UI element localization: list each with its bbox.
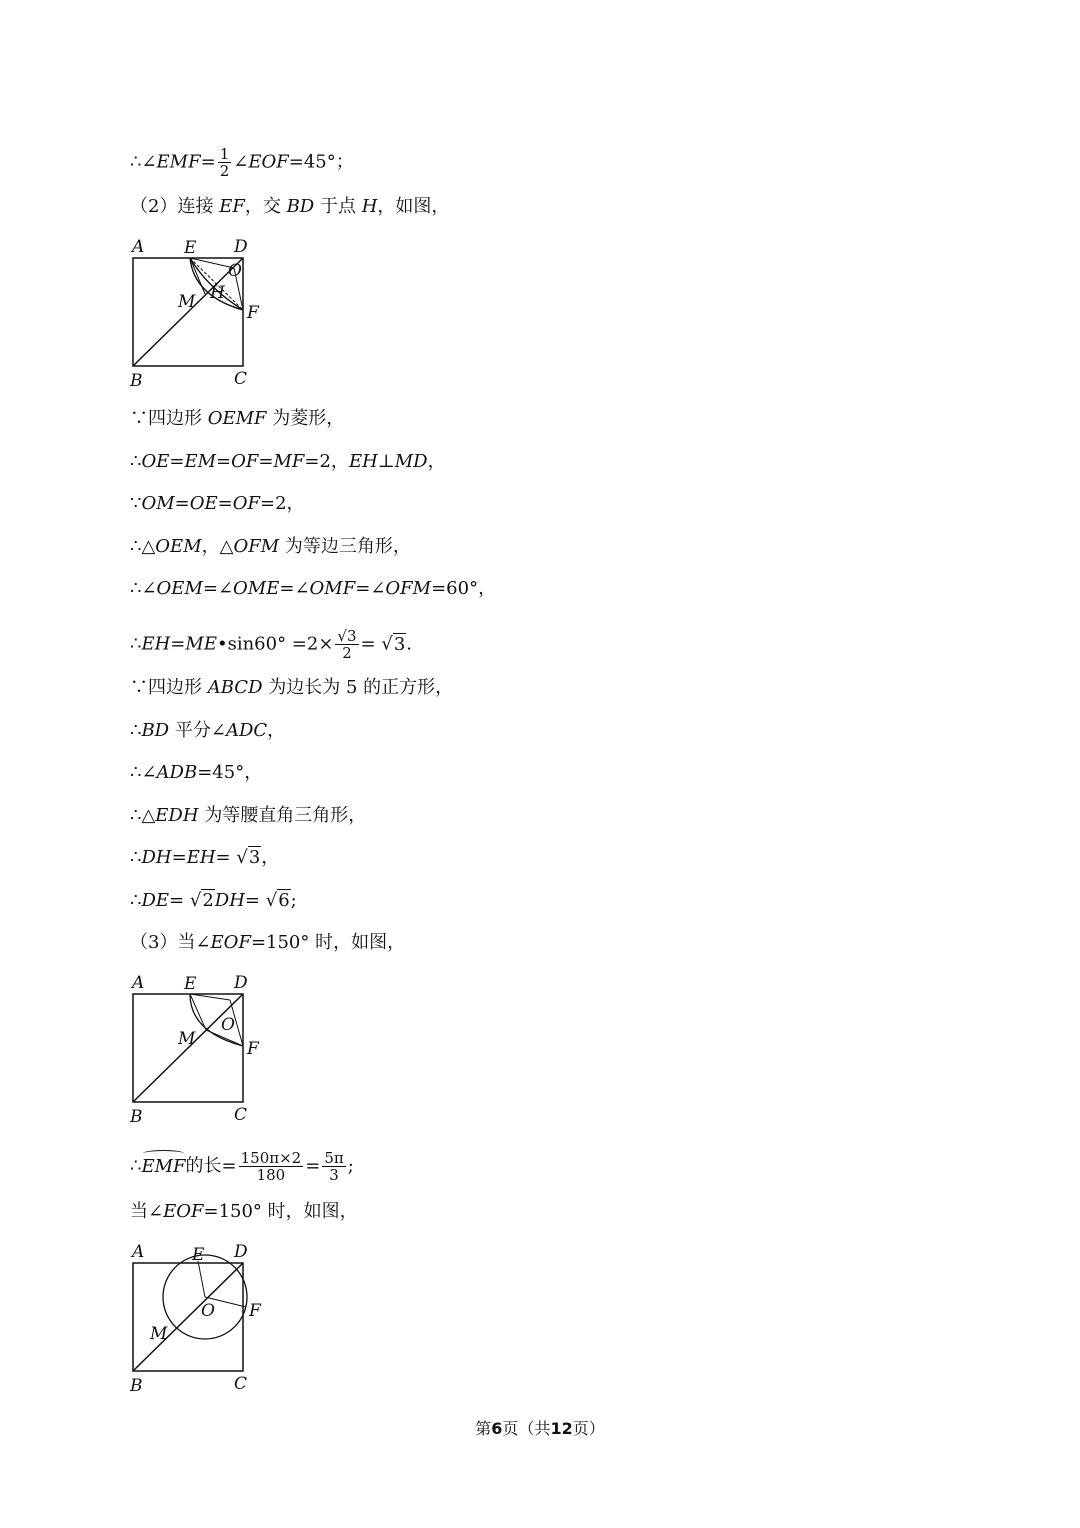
text: ， [267,720,286,741]
text: = √ [215,847,248,868]
text: MF [273,451,305,472]
text: OEM [156,578,203,599]
diagonal-bd [133,258,243,366]
label-d: D [234,973,248,993]
line-17 [130,1199,358,1225]
text: ; [290,890,297,911]
text: ; [347,1155,354,1177]
line-8 [130,628,412,661]
text: OM [141,493,175,514]
text: ∴△ [130,805,156,826]
denominator: 180 [256,1166,286,1184]
text: . [406,633,412,655]
denominator: 2 [342,644,352,662]
text: = [217,493,233,514]
text: =∠ [355,578,386,599]
line-16 [130,1150,354,1183]
label-b: B [130,371,143,391]
text: OFM [233,536,280,557]
line-10 [130,718,285,744]
text: ∴∠ [130,151,157,173]
text: = [174,493,190,514]
label-e: E [184,238,197,258]
text: ME [185,633,217,655]
label-b: B [130,1376,143,1396]
text: =∠ [279,578,310,599]
line-4 [130,449,446,475]
fraction [218,146,232,179]
text: 为边长为 5 的正方形， [268,677,454,698]
line-15 [130,930,405,956]
text: OME [233,578,280,599]
text: ABCD [207,677,263,698]
label-c: C [234,369,248,389]
line-12 [130,803,366,829]
line-5 [130,491,305,517]
text: OEMF [207,408,267,429]
numerator: 1 [219,145,230,163]
line-11 [130,760,262,786]
text: ∴ [130,451,142,472]
label-a: A [132,1242,145,1262]
segment-eo [190,994,230,1000]
text: ADC [225,720,268,741]
line-2 [130,194,449,220]
text: ∴△ [130,536,156,557]
label-d: D [234,237,248,257]
text: EOF [210,932,251,953]
text: =45°； [288,151,354,173]
text: =∠ [202,578,234,599]
label-o: O [221,1015,235,1035]
text: BD [286,196,315,217]
figure-1 [128,236,268,392]
sqrt [201,888,214,914]
label-d: D [234,1242,248,1262]
text: =60°， [431,578,497,599]
label-f: F [247,1039,259,1059]
line-7 [130,576,496,602]
text: = √ [169,890,202,911]
radicand: 2 [202,890,214,911]
text: DE [141,890,170,911]
text: 为等腰直角三角形， [204,805,367,826]
label-e: E [184,974,197,994]
text: DH [214,890,245,911]
text: ∵四边形 [130,408,202,429]
fraction [239,1150,304,1183]
line-3 [130,406,344,432]
text: = [200,151,216,173]
text: ∵ [130,493,142,514]
text: ∴ [130,847,142,868]
text: = [258,451,274,472]
text: （3）当∠ [130,932,211,953]
text: H [361,196,378,217]
text: EM [184,451,217,472]
sqrt [393,632,406,658]
text: ∴ [130,890,142,911]
sqrt [277,888,290,914]
line-9 [130,675,453,701]
text: EOF [248,151,289,173]
text: ，如图， [377,196,450,217]
diagonal-bd [133,1263,243,1371]
line-13 [130,845,279,871]
denominator: 2 [219,162,230,180]
text: ∵四边形 [130,677,202,698]
text: OFM [385,578,432,599]
line-14 [130,888,297,914]
label-m: M [178,1029,196,1049]
text: OF [231,451,259,472]
text: ∴ [130,1155,142,1177]
text: ，交 [244,196,281,217]
radicand: 6 [278,890,290,911]
numerator: 150π×2 [240,1149,302,1167]
denominator: 3 [329,1166,339,1184]
text: ∴ [130,633,142,655]
page-number: 6 [491,1419,503,1438]
radicand: 3 [248,847,261,868]
text: = [216,451,232,472]
figure-2 [128,972,268,1128]
text: 平分∠ [174,720,226,741]
text: = √ [360,633,393,655]
label-a: A [132,973,145,993]
footer-text: 第 [475,1419,492,1438]
numerator: √3 [337,627,357,645]
line-1 [130,146,354,179]
text: 当∠ [130,1201,164,1222]
sqrt [248,845,261,871]
text: ， [261,847,280,868]
label-c: C [234,1105,248,1125]
text: ， [427,451,446,472]
arc-label: EMF [141,1154,185,1180]
text: OE [141,451,170,472]
text: EH [348,451,378,472]
text: EDH [155,805,199,826]
text: （2）连接 [130,196,214,217]
page-footer [0,1416,1080,1439]
label-h: H [210,283,225,303]
label-a: A [132,237,145,257]
text: EH [141,633,171,655]
label-o: O [228,261,242,281]
text: ∠ [233,151,249,173]
label-o: O [201,1301,215,1321]
text: EMF [156,151,201,173]
label-m: M [150,1324,168,1344]
text: =2， [304,451,349,472]
text: = [305,1155,321,1177]
text: ∴∠ [130,578,157,599]
fraction [335,628,358,661]
text: OEM [155,536,202,557]
text: OE [189,493,218,514]
text: 为等边三角形， [284,536,411,557]
footer-text: 页） [572,1419,605,1438]
text: = [171,847,187,868]
total-pages: 12 [550,1419,573,1438]
text: DH [141,847,172,868]
label-f: F [247,303,259,323]
text: ，△ [201,536,234,557]
text: ∴∠ [130,762,157,783]
text: OMF [309,578,356,599]
text: = √ [244,890,278,911]
text: •sin60° =2× [216,633,334,655]
text: BD [141,720,170,741]
label-e: E [192,1245,205,1265]
line-6 [130,534,411,560]
text: = [170,633,186,655]
segment-em [190,994,206,1030]
text: =45°， [197,762,263,783]
figure-3 [128,1241,268,1397]
text: =150° 时，如图， [203,1201,358,1222]
text: ⊥ [377,451,395,472]
numerator: 5π [324,1149,344,1167]
footer-text: 页（共 [502,1419,551,1438]
label-b: B [130,1107,143,1127]
label-m: M [178,292,196,312]
text: MD [394,451,428,472]
text: ∴ [130,720,142,741]
text: = [169,451,185,472]
text: EH [186,847,216,868]
segment-oe [198,1261,205,1297]
text: OF [232,493,260,514]
text: =150° 时，如图， [250,932,406,953]
fraction [322,1150,345,1183]
text: =2， [259,493,305,514]
radicand: 3 [393,633,406,655]
text: ADB [156,762,198,783]
label-c: C [234,1374,248,1394]
text: EOF [163,1201,204,1222]
text: 为菱形， [272,408,345,429]
label-f: F [249,1301,261,1321]
text: 的长= [185,1155,237,1177]
text: 于点 [319,196,356,217]
text: EF [219,196,245,217]
